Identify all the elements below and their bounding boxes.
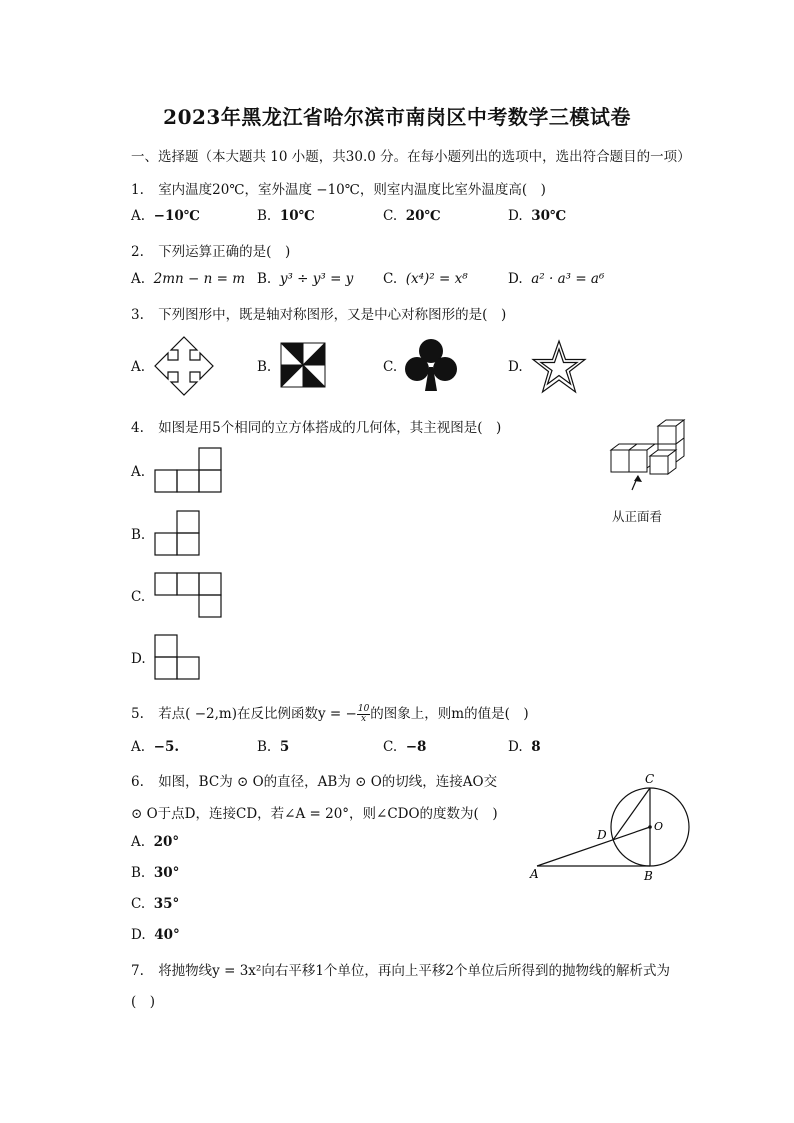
question-number: 5. <box>131 706 144 722</box>
question-number: 2. <box>131 244 144 260</box>
q2-option-a: A. 2mn − n = m <box>131 271 246 287</box>
q6-option-c: C. 35° <box>131 896 180 912</box>
question-6 <box>131 770 497 790</box>
label-a: A <box>530 867 539 881</box>
label-d: D <box>597 828 607 842</box>
pinwheel-figure <box>280 342 326 388</box>
q2-option-d: D. a² · a³ = a⁶ <box>508 271 605 287</box>
q5-option-b: B. 5 <box>257 739 290 755</box>
question-1 <box>131 178 546 198</box>
q2-option-c: C. (x⁴)² = x⁸ <box>383 271 468 287</box>
q4-option-a-label: A. <box>131 464 146 480</box>
label-b: B <box>644 869 653 883</box>
question-6-line2: ⊙ O于点D，连接CD，若∠A = 20°，则∠CDO的度数为( ) <box>131 806 498 822</box>
q4-option-d-grid <box>154 634 202 682</box>
question-7 <box>131 959 670 979</box>
question-number: 1. <box>131 182 144 198</box>
question-stem-line1: 如图，BC为 ⊙ O的直径，AB为 ⊙ O的切线，连接AO交 <box>158 774 498 790</box>
question-number: 7. <box>131 963 144 979</box>
q4-option-b-label: B. <box>131 527 146 543</box>
q2-option-b: B. y³ ÷ y³ = y <box>257 271 354 287</box>
q6-option-d: D. 40° <box>131 927 180 943</box>
question-stem-line1: 将抛物线y = 3x²向右平移1个单位，再向上平移2个单位后所得到的抛物线的解析式为 <box>158 963 670 979</box>
question-stem: 室内温度20℃，室外温度 −10℃，则室内温度比室外温度高( ) <box>158 182 546 198</box>
q4-option-d-label: D. <box>131 651 146 667</box>
q3-option-d-label: D. <box>508 359 523 375</box>
q3-option-c-label: C. <box>383 359 398 375</box>
label-o: O <box>654 820 664 833</box>
q1-option-a: A. −10℃ <box>131 208 200 224</box>
q5-option-d: D. 8 <box>508 739 541 755</box>
q3-option-b-label: B. <box>257 359 272 375</box>
q5-option-a: A. −5. <box>131 739 180 755</box>
circle-tangent-figure <box>525 768 705 883</box>
q4-option-b-grid <box>154 510 202 558</box>
q1-option-b: B. 10℃ <box>257 208 315 224</box>
question-stem-part1: 若点( −2,m)在反比例函数y = − <box>158 706 357 722</box>
fraction: $\frac{10}{x}$ <box>357 704 370 724</box>
question-stem: 下列图形中，既是轴对称图形，又是中心对称图形的是( ) <box>158 307 507 323</box>
club-figure <box>403 337 459 393</box>
question-number: 4. <box>131 420 144 436</box>
question-3 <box>131 303 506 323</box>
question-number: 3. <box>131 307 144 323</box>
question-stem: 如图是用5个相同的立方体搭成的几何体，其主视图是( ) <box>158 420 502 436</box>
q5-option-c: C. −8 <box>383 739 427 755</box>
label-c: C <box>645 772 655 786</box>
question-stem-part2: 的图象上，则m的值是( ) <box>370 706 529 722</box>
four-arrows-figure <box>154 336 214 396</box>
question-2 <box>131 240 290 260</box>
page-title: 2023年黑龙江省哈尔滨市南岗区中考数学三模试卷 <box>163 105 631 129</box>
question-4 <box>131 416 501 436</box>
cube-stack-figure <box>608 418 692 488</box>
question-stem: 下列运算正确的是( ) <box>158 244 291 260</box>
q4-option-a-grid <box>154 447 224 495</box>
double-star-figure <box>531 340 587 394</box>
q1-option-c: C. 20℃ <box>383 208 441 224</box>
question-number: 6. <box>131 774 144 790</box>
section-heading: 一、选择题（本大题共 10 小题，共30.0 分。在每小题列出的选项中，选出符合题目的一项） <box>131 149 691 165</box>
q6-option-a: A. 20° <box>131 834 180 850</box>
q4-option-c-label: C. <box>131 589 146 605</box>
q6-option-b: B. 30° <box>131 865 180 881</box>
question-7-line2: ( ) <box>131 994 156 1010</box>
q3-option-a-label: A. <box>131 359 146 375</box>
q4-option-c-grid <box>154 572 224 620</box>
question-5 <box>131 702 529 724</box>
figure-caption: 从正面看 <box>612 509 663 524</box>
q1-option-d: D. 30℃ <box>508 208 567 224</box>
